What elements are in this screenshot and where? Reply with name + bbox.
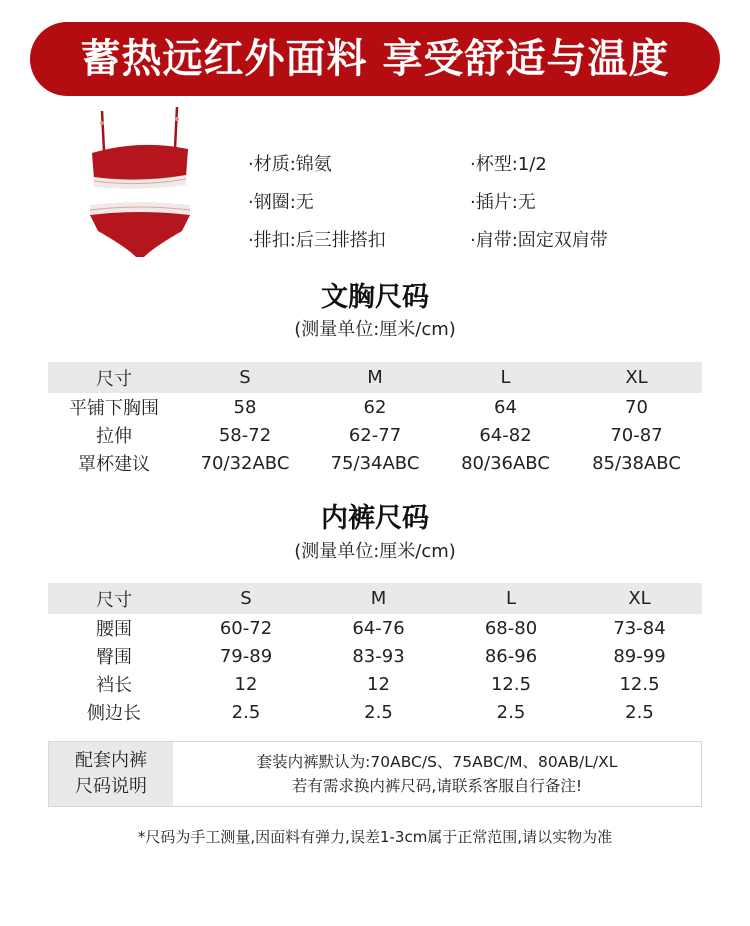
note-text-line: 套装内裤默认为:70ABC/S、75ABC/M、80AB/L/XL <box>256 753 618 771</box>
bra-size-table <box>48 362 702 477</box>
spec-clasp <box>248 226 386 252</box>
spec-value: 后三排搭扣 <box>295 230 386 251</box>
spec-material <box>248 150 332 176</box>
table-row <box>48 614 702 642</box>
table-row <box>48 393 702 421</box>
note-label-line: 配套内裤 <box>75 750 147 771</box>
table-cell: 裆长 <box>96 675 132 696</box>
table-row <box>48 449 702 477</box>
table-row <box>48 642 702 670</box>
table-header-cell: XL <box>577 583 702 614</box>
matching-panty-note <box>48 741 702 807</box>
spec-label: ·钢圈: <box>248 192 296 213</box>
spec-value: 1/2 <box>517 154 547 175</box>
table-cell: 2.5 <box>231 701 261 723</box>
panty-size-table <box>48 583 702 726</box>
table-header-row <box>48 362 702 393</box>
note-text-line: 若有需求换内裤尺码,请联系客服自行备注! <box>291 777 583 795</box>
table-cell: 60-72 <box>219 617 273 639</box>
spec-label: ·排扣: <box>248 230 296 251</box>
table-header-cell: 尺寸 <box>48 362 180 393</box>
bra-size-title: 文胸尺码 <box>321 282 429 313</box>
table-cell: 12 <box>234 673 258 695</box>
table-header-cell: M <box>312 583 445 614</box>
table-cell: 89-99 <box>613 645 666 667</box>
table-cell: 70-87 <box>610 424 663 446</box>
table-cell: 12.5 <box>619 673 660 695</box>
spec-insert <box>470 188 536 214</box>
panty-size-title: 内裤尺码 <box>321 503 429 534</box>
spec-value: 锦氨 <box>295 154 332 175</box>
table-cell: 腰围 <box>96 619 132 640</box>
product-image <box>82 105 198 265</box>
table-header-cell: S <box>180 362 310 393</box>
spec-label: ·肩带: <box>470 230 518 251</box>
table-cell: 臀围 <box>96 647 132 668</box>
spec-underwire <box>248 188 314 214</box>
table-cell: 58 <box>233 396 257 418</box>
table-cell: 64 <box>494 396 517 418</box>
table-row <box>48 421 702 449</box>
table-cell: 2.5 <box>625 701 654 723</box>
table-cell: 75/34ABC <box>330 452 420 474</box>
table-cell: 12.5 <box>490 673 532 695</box>
table-cell: 拉伸 <box>96 426 132 447</box>
table-cell: 58-72 <box>218 424 272 446</box>
table-cell: 83-93 <box>352 645 405 667</box>
table-cell: 70/32ABC <box>200 452 290 474</box>
spec-label: ·材质: <box>248 154 296 175</box>
table-cell: 罩杯建议 <box>78 454 150 475</box>
table-cell: 70 <box>625 396 648 418</box>
table-cell: 侧边长 <box>87 703 141 724</box>
note-text <box>173 742 701 806</box>
spec-cup-type <box>470 150 547 176</box>
table-cell: 12 <box>367 673 390 695</box>
spec-label: ·插片: <box>470 192 518 213</box>
table-header-cell: M <box>310 362 440 393</box>
spec-strap <box>470 226 608 252</box>
panty-size-unit: (测量单位:厘米/cm) <box>294 541 456 562</box>
promo-banner: 蓄热远红外面料 享受舒适与温度 <box>30 22 720 96</box>
spec-value: 无 <box>517 192 536 213</box>
table-cell: 62-77 <box>348 424 402 446</box>
table-cell: 64-76 <box>352 617 405 639</box>
spec-value: 无 <box>295 192 314 213</box>
table-cell: 64-82 <box>479 424 532 446</box>
table-cell: 2.5 <box>364 701 393 723</box>
table-cell: 80/36ABC <box>461 452 550 474</box>
table-cell: 73-84 <box>613 617 666 639</box>
spec-value: 固定双肩带 <box>517 230 608 251</box>
note-label-line: 尺码说明 <box>75 776 147 797</box>
table-row <box>48 698 702 726</box>
table-header-cell: L <box>445 583 577 614</box>
table-cell: 2.5 <box>496 701 526 723</box>
bra-size-unit: (测量单位:厘米/cm) <box>294 319 456 340</box>
table-row <box>48 670 702 698</box>
table-header-cell: XL <box>571 362 702 393</box>
table-cell: 68-80 <box>484 617 538 639</box>
table-header-cell: 尺寸 <box>48 583 180 614</box>
table-header-cell: S <box>180 583 312 614</box>
table-cell: 85/38ABC <box>592 452 681 474</box>
table-cell: 86-96 <box>484 645 538 667</box>
table-header-row <box>48 583 702 614</box>
table-cell: 62 <box>363 396 387 418</box>
measurement-footnote: *尺码为手工测量,因面料有弹力,误差1-3cm属于正常范围,请以实物为准 <box>137 828 613 846</box>
table-cell: 平铺下胸围 <box>69 398 159 419</box>
spec-label: ·杯型: <box>470 154 518 175</box>
table-cell: 79-89 <box>219 645 273 667</box>
note-label <box>49 742 173 806</box>
table-header-cell: L <box>440 362 571 393</box>
